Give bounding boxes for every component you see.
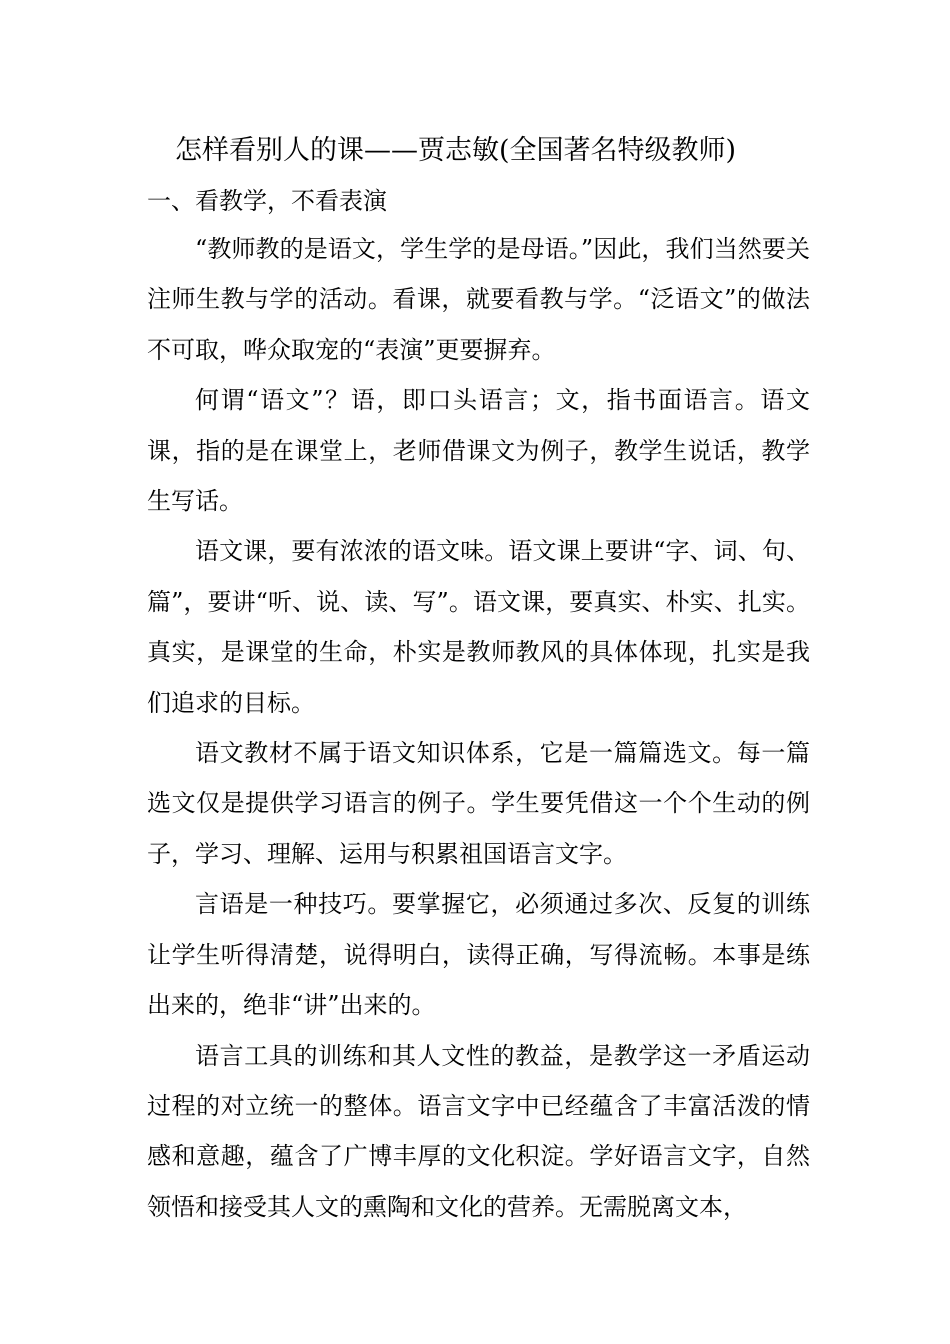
document-title: 怎样看别人的课——贾志敏(全国著名特级教师) xyxy=(175,135,737,166)
paragraph-2: 何谓“语文”？语，即口头语言；文，指书面语言。语文课，指的是在课堂上，老师借课文为例子，教学生说话，教学生写话。 xyxy=(147,386,810,516)
paragraph-4: 语文教材不属于语文知识体系，它是一篇篇选文。每一篇选文仅是提供学习语言的例子。学生要凭借这一个个生动的例子，学习、理解、运用与积累祖国语言文字。 xyxy=(147,739,810,868)
paragraph-5: 言语是一种技巧。要掌握它，必须通过多次、反复的训练让学生听得清楚，说得明白，读得正确，写得流畅。本事是练出来的，绝非“讲”出来的。 xyxy=(147,890,810,1020)
body-text xyxy=(147,224,810,1232)
section-heading: 一、看教学，不看表演 xyxy=(147,187,387,215)
paragraph-6: 语言工具的训练和其人文性的教益，是教学这一矛盾运动过程的对立统一的整体。语言文字中已经蕴含了丰富活泼的情感和意趣，蕴含了广博丰厚的文化积淀。学好语言文字，自然领悟和接受其人文的熏陶和文化的营养。无需脱离文本， xyxy=(147,1041,810,1221)
paragraph-3: 语文课，要有浓浓的语文味。语文课上要讲“字、词、句、篇”，要讲“听、说、读、写”。语文课，要真实、朴实、扎实。真实，是课堂的生命，朴实是教师教风的具体体现，扎实是我们追求的目标。 xyxy=(147,537,810,717)
paragraph-1: “教师教的是语文，学生学的是母语。”因此，我们当然要关注师生教与学的活动。看课，就要看教与学。“泛语文”的做法不可取，哗众取宠的“表演”更要摒弃。 xyxy=(147,235,810,364)
